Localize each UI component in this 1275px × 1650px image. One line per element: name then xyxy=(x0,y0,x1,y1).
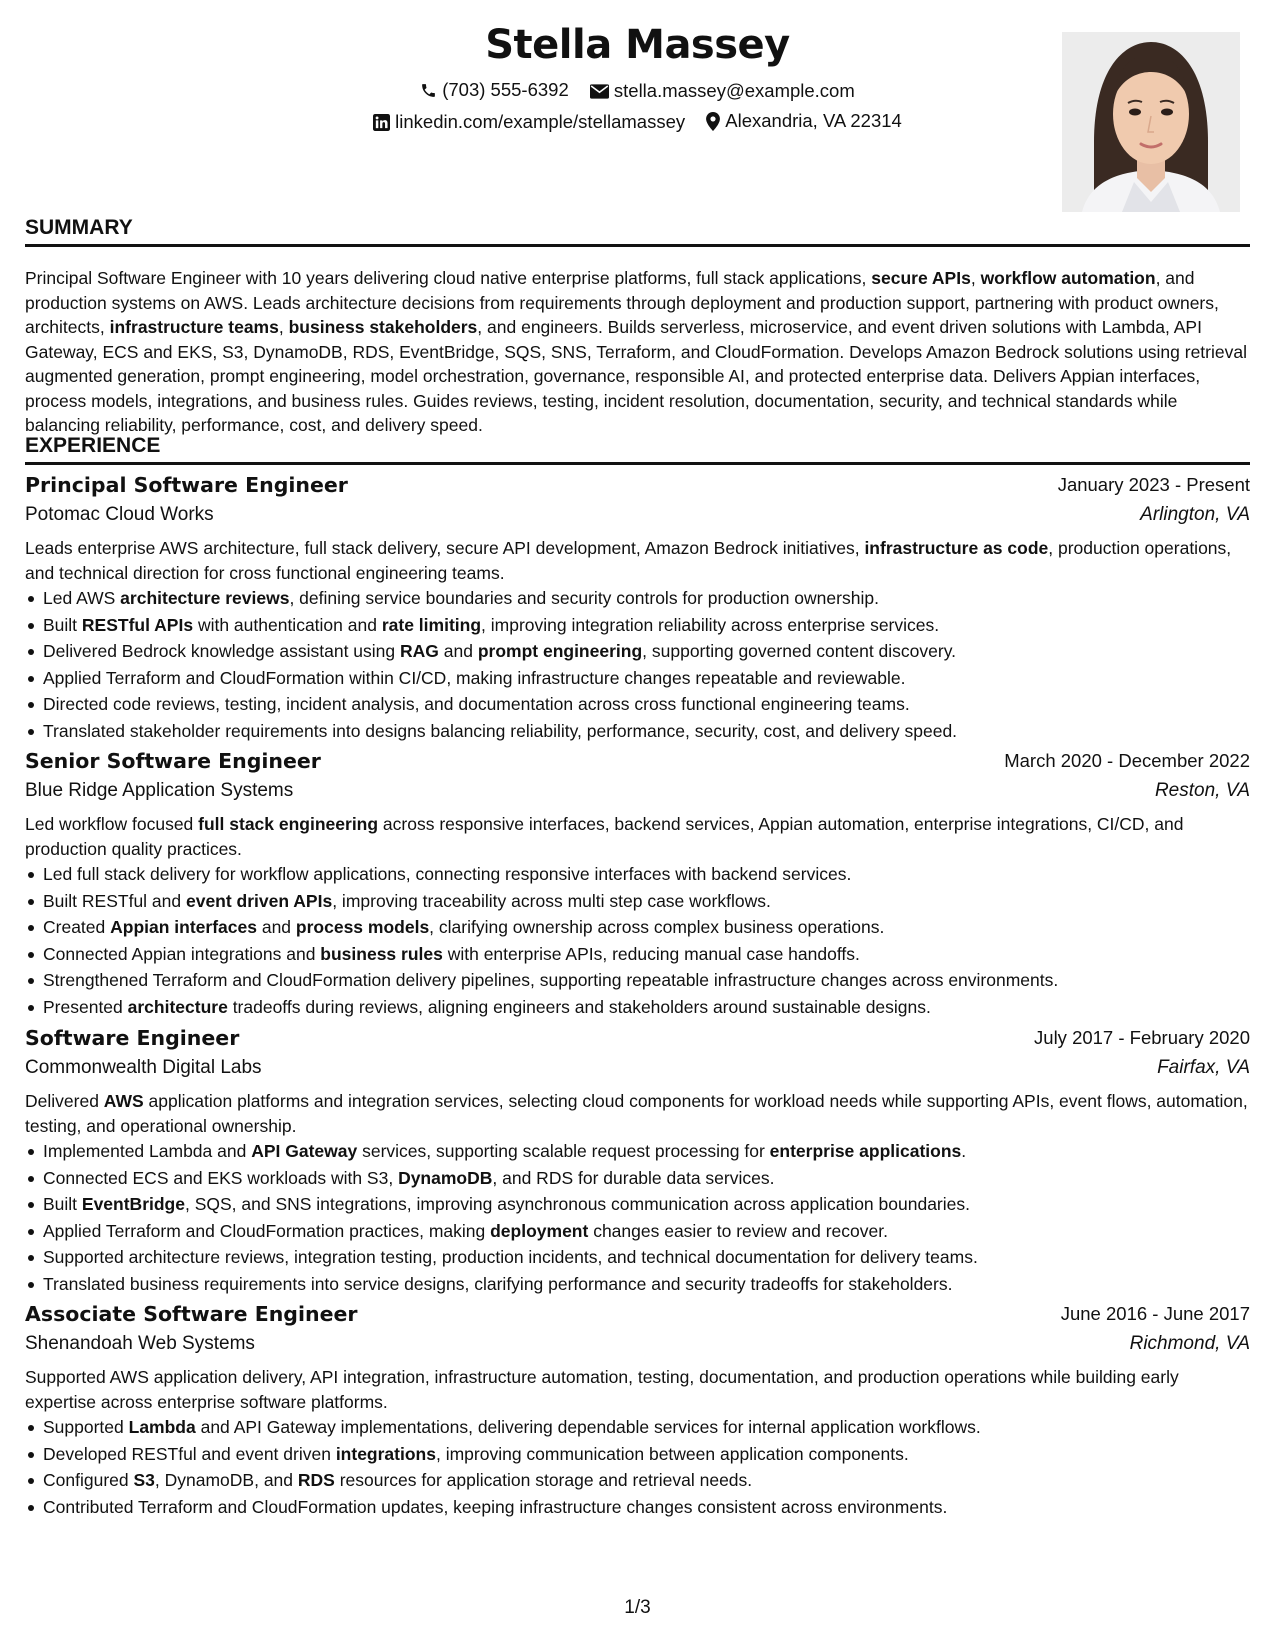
text-run: , production operations, and technical direction for cross functional engineering teams. xyxy=(25,538,1232,583)
job-entry-senior xyxy=(25,749,1250,1020)
text-run: , defining service boundaries and security controls for production ownership. xyxy=(289,588,879,608)
bullet-item xyxy=(43,1467,1250,1494)
phone-number: (703) 555-6392 xyxy=(442,79,569,100)
experience-divider xyxy=(25,462,1250,465)
bold-text: secure APIs xyxy=(871,268,971,288)
summary-heading: SUMMARY xyxy=(25,216,133,239)
job-bullets xyxy=(25,585,1250,744)
job-location: Arlington, VA xyxy=(1140,504,1250,525)
job-bullets xyxy=(25,1414,1250,1520)
text-run: Implemented Lambda and xyxy=(43,1141,252,1161)
text-run: tradeoffs during reviews, aligning engineers and stakeholders around sustainable designs. xyxy=(227,996,931,1017)
job-description xyxy=(25,1365,1250,1414)
summary-paragraph xyxy=(25,266,1250,438)
job-location: Richmond, VA xyxy=(1129,1333,1250,1354)
job-description xyxy=(25,1089,1250,1138)
bullet-item xyxy=(43,691,1250,718)
bold-text: RAG xyxy=(400,641,439,661)
text-run: Delivered Bedrock knowledge assistant using xyxy=(43,641,400,661)
bold-text: infrastructure teams xyxy=(109,317,279,337)
bold-text: workflow automation xyxy=(980,268,1156,288)
text-run: Led workflow focused xyxy=(25,814,199,834)
map-pin-icon xyxy=(706,112,720,131)
text-run: Built RESTful and xyxy=(43,890,186,911)
text-run: Built xyxy=(43,1194,82,1214)
text-run: , improving communication between application components. xyxy=(435,1443,909,1464)
text-run: , and engineers. Builds serverless, microservice, and event driven solutions with Lambda, API Gateway, ECS and EKS, S3, DynamoDB, RDS, EventBridge, SQS, SNS, Terraform, and CloudFormation. Develops Amazon Bedrock solutions using retrieval augmented generation, prompt engineering, model orchestration, governance, responsible AI, and protected enterprise data. Delivers Appian interfaces, process models, integrations, and business rules. Guides reviews, testing, incident resolution, documentation, security, and technical standards while balancing reliability, performance, cost, and delivery speed. xyxy=(25,317,1247,435)
bullet-item xyxy=(43,888,1250,915)
text-run: , xyxy=(278,317,289,337)
bold-text: architecture reviews xyxy=(120,588,290,608)
text-run: , SQS, and SNS integrations, improving asynchronous communication across application boundaries. xyxy=(184,1194,970,1214)
text-run: Principal Software Engineer with 10 years delivering cloud native enterprise platforms, full stack applications, xyxy=(25,268,872,288)
text-run: , xyxy=(970,268,981,288)
text-run: Translated stakeholder requirements into designs balancing reliability, performance, security, cost, and delivery speed. xyxy=(43,720,958,741)
text-run: Led full stack delivery for workflow applications, connecting responsive interfaces with backend services. xyxy=(43,864,852,884)
text-run: with authentication and xyxy=(193,614,382,635)
bullet-item xyxy=(43,1494,1250,1521)
bullet-item xyxy=(43,1165,1250,1192)
text-run: , and production systems on AWS. Leads architecture decisions from requirements through deployment and production support, partnering with product owners, architects, xyxy=(25,268,1219,337)
bold-text: API Gateway xyxy=(251,1141,358,1161)
text-run: Supported AWS application delivery, API integration, infrastructure automation, testing, documentation, and production operations while building early expertise across enterprise software platforms. xyxy=(25,1367,1179,1412)
bold-text: AWS xyxy=(103,1091,144,1111)
envelope-icon xyxy=(590,84,609,99)
resume-page xyxy=(25,0,1250,1650)
text-run: Configured xyxy=(43,1470,134,1490)
text-run: Created xyxy=(43,917,111,937)
bold-text: EventBridge xyxy=(81,1194,185,1214)
job-location: Fairfax, VA xyxy=(1157,1057,1250,1078)
bold-text: architecture xyxy=(127,996,228,1017)
bold-text: RESTful APIs xyxy=(81,614,194,635)
job-dates: March 2020 - December 2022 xyxy=(1004,750,1250,771)
text-run: changes easier to review and recover. xyxy=(588,1220,888,1241)
text-run: with enterprise APIs, reducing manual case handoffs. xyxy=(442,943,860,964)
candidate-name: Stella Massey xyxy=(485,22,790,68)
job-bullets xyxy=(25,861,1250,1020)
bullet-item xyxy=(43,914,1250,941)
text-run: Supported xyxy=(43,1417,129,1437)
text-run: , and RDS for durable data services. xyxy=(492,1167,775,1188)
job-dates: July 2017 - February 2020 xyxy=(1034,1027,1250,1048)
bullet-item xyxy=(43,638,1250,665)
page-number: 1/3 xyxy=(624,1597,651,1618)
bullet-item xyxy=(43,1244,1250,1271)
bold-text: full stack engineering xyxy=(198,814,379,834)
bold-text: rate limiting xyxy=(381,614,482,635)
job-entry-software xyxy=(25,1026,1250,1297)
text-run: Directed code reviews, testing, incident analysis, and documentation across cross functional engineering teams. xyxy=(43,694,910,714)
bullet-item xyxy=(43,1441,1250,1468)
text-run: , DynamoDB, and xyxy=(154,1470,298,1490)
text-run: and xyxy=(256,917,296,937)
text-run: Built xyxy=(43,614,82,635)
job-dates: June 2016 - June 2017 xyxy=(1060,1303,1250,1324)
text-run: , supporting governed content discovery. xyxy=(642,641,957,661)
job-description xyxy=(25,536,1250,585)
job-company: Potomac Cloud Works xyxy=(25,504,214,525)
bold-text: integrations xyxy=(335,1443,436,1464)
profile-photo xyxy=(1062,32,1240,212)
bullet-item xyxy=(43,718,1250,745)
bold-text: RDS xyxy=(297,1470,335,1490)
phone-contact xyxy=(420,79,569,101)
bullet-item xyxy=(43,1271,1250,1298)
bullet-item xyxy=(43,861,1250,888)
job-title: Senior Software Engineer xyxy=(25,749,321,773)
location-text: Alexandria, VA 22314 xyxy=(725,110,902,131)
experience-heading: EXPERIENCE xyxy=(25,434,161,457)
email-address: stella.massey@example.com xyxy=(613,80,855,101)
bullet-item xyxy=(43,1218,1250,1245)
bullet-item xyxy=(43,941,1250,968)
bullet-item xyxy=(43,1138,1250,1165)
text-run: resources for application storage and retrieval needs. xyxy=(334,1470,753,1490)
bold-text: infrastructure as code xyxy=(864,538,1049,558)
bold-text: prompt engineering xyxy=(477,641,643,661)
job-title: Software Engineer xyxy=(25,1026,240,1050)
text-run: Connected ECS and EKS workloads with S3, xyxy=(43,1167,399,1188)
text-run: and API Gateway implementations, delivering dependable services for internal application workflows. xyxy=(195,1417,981,1437)
text-run: , improving integration reliability across enterprise services. xyxy=(481,614,940,635)
bullet-item xyxy=(43,1414,1250,1441)
text-run: Strengthened Terraform and CloudFormation delivery pipelines, supporting repeatable infrastructure changes across environments. xyxy=(43,970,1059,990)
text-run: application platforms and integration services, selecting cloud components for workload needs while supporting APIs, event flows, automation, testing, and operational ownership. xyxy=(25,1091,1248,1136)
job-company: Blue Ridge Application Systems xyxy=(25,780,294,801)
bold-text: enterprise applications xyxy=(769,1141,962,1161)
bold-text: Lambda xyxy=(128,1417,196,1437)
summary-text xyxy=(25,266,1250,438)
text-run: across responsive interfaces, backend services, Appian automation, enterprise integrations, CI/CD, and production quality practices. xyxy=(25,814,1184,859)
job-description xyxy=(25,812,1250,861)
text-run: . xyxy=(961,1141,967,1161)
text-run: services, supporting scalable request processing for xyxy=(357,1141,770,1161)
text-run: Applied Terraform and CloudFormation practices, making xyxy=(43,1220,491,1241)
linkedin-contact[interactable] xyxy=(373,111,685,133)
job-entry-principal xyxy=(25,473,1250,744)
text-run: Led AWS xyxy=(43,588,121,608)
bold-text: process models xyxy=(295,917,430,937)
bold-text: event driven APIs xyxy=(185,890,333,911)
bullet-item xyxy=(43,967,1250,994)
job-title: Principal Software Engineer xyxy=(25,473,348,497)
summary-divider xyxy=(25,244,1250,247)
job-bullets xyxy=(25,1138,1250,1297)
bold-text: deployment xyxy=(490,1220,589,1241)
job-company: Commonwealth Digital Labs xyxy=(25,1057,262,1078)
job-title: Associate Software Engineer xyxy=(25,1302,358,1326)
text-run: Supported architecture reviews, integration testing, production incidents, and technical documentation for delivery teams. xyxy=(43,1247,978,1267)
text-run: and xyxy=(438,641,478,661)
location-contact xyxy=(706,110,902,132)
email-contact[interactable] xyxy=(590,80,855,102)
text-run: , clarifying ownership across complex business operations. xyxy=(429,917,885,937)
text-run: Leads enterprise AWS architecture, full stack delivery, secure API development, Amazon Bedrock initiatives, xyxy=(25,538,865,558)
bold-text: DynamoDB xyxy=(398,1167,493,1188)
text-run: Presented xyxy=(43,996,128,1017)
text-run: Translated business requirements into service designs, clarifying performance and security tradeoffs for stakeholders. xyxy=(43,1273,953,1294)
text-run: Delivered xyxy=(25,1091,104,1111)
text-run: Contributed Terraform and CloudFormation updates, keeping infrastructure changes consistent across environments. xyxy=(43,1496,948,1517)
phone-icon xyxy=(420,82,437,99)
bold-text: S3 xyxy=(133,1470,155,1490)
linkedin-icon xyxy=(373,114,390,131)
text-run: Developed RESTful and event driven xyxy=(43,1443,336,1464)
bold-text: business rules xyxy=(320,943,443,964)
bullet-item xyxy=(43,585,1250,612)
bullet-item xyxy=(43,665,1250,692)
job-entry-associate xyxy=(25,1302,1250,1520)
linkedin-url: linkedin.com/example/stellamassey xyxy=(395,111,686,132)
job-company: Shenandoah Web Systems xyxy=(25,1333,255,1354)
bullet-item xyxy=(43,994,1250,1021)
text-run: Connected Appian integrations and xyxy=(43,943,321,964)
text-run: , improving traceability across multi step case workflows. xyxy=(332,890,771,911)
bold-text: business stakeholders xyxy=(288,317,478,337)
job-dates: January 2023 - Present xyxy=(1057,474,1250,495)
job-location: Reston, VA xyxy=(1154,780,1250,801)
bullet-item xyxy=(43,612,1250,639)
text-run: Applied Terraform and CloudFormation within CI/CD, making infrastructure changes repeatable and reviewable. xyxy=(43,667,906,688)
bullet-item xyxy=(43,1191,1250,1218)
bold-text: Appian interfaces xyxy=(110,917,257,937)
